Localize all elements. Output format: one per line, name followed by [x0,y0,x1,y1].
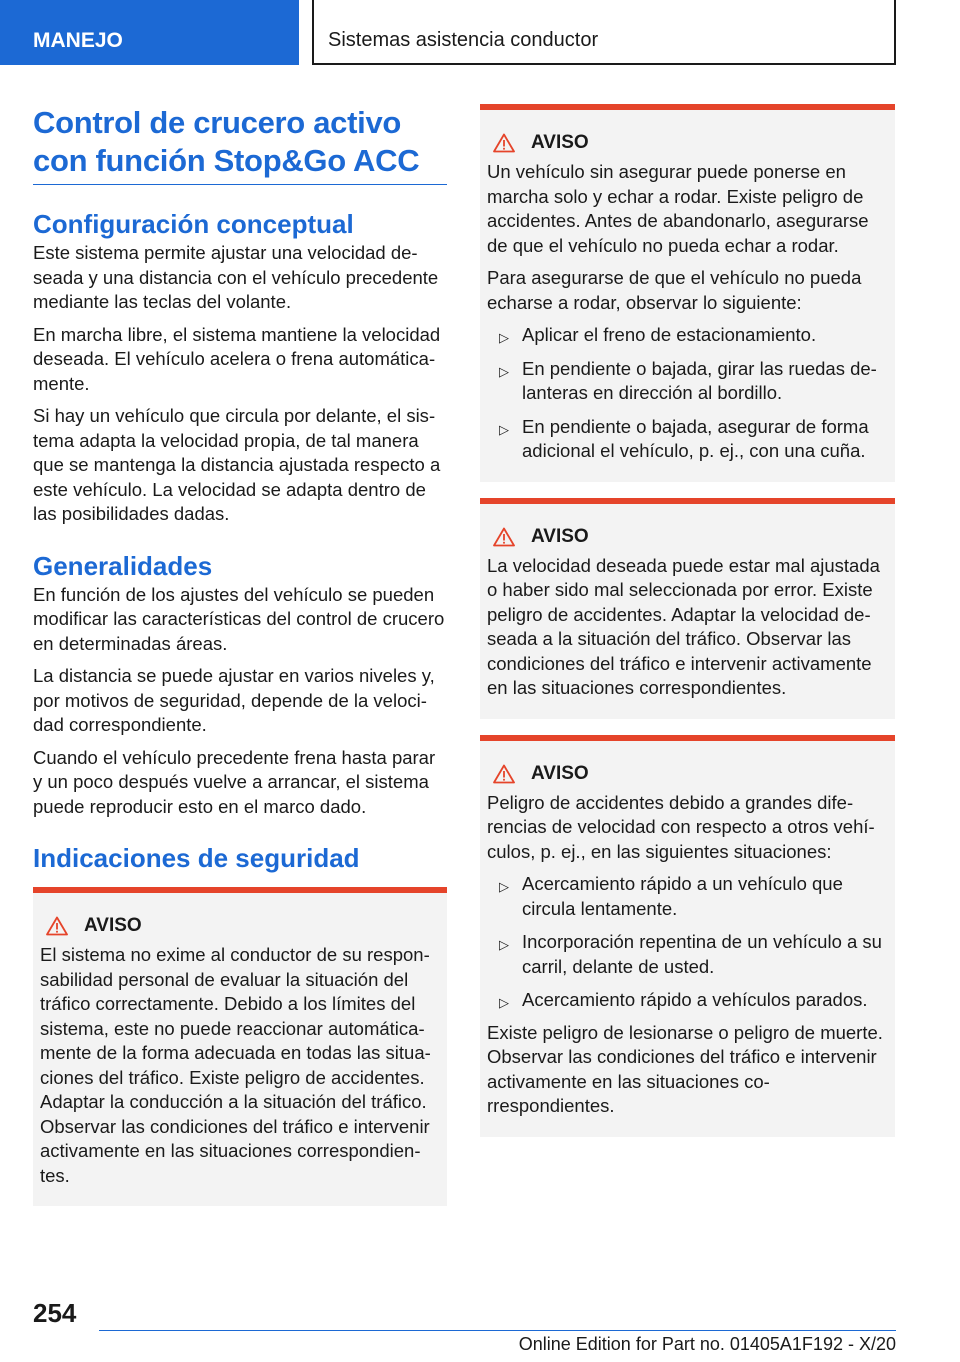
list-item-text: Acercamiento rápido a vehículos parados. [522,989,868,1010]
warning-text: Peligro de accidentes debido a grandes diferencias de velocidad con respecto a otros vehículos, p. ej., en las siguientes situaciones: [487,791,875,862]
warning-label: AVISO [531,525,589,547]
warning-text: La velocidad deseada puede estar mal ajustada o haber sido mal seleccionada por error. Existe peligro de accidentes. Adaptar la velocidad deseada a la situación del tráfico. Observar las condiciones del tráfico e intervenir activamente en las situaciones correspondientes. [487,554,880,698]
list-item [487,323,887,348]
warning-text: El sistema no exime al conductor de su responsabilidad personal de evaluar la situación del tráfico correctamente. Debido a los límites del sistema, este no puede reaccionar automáticamente de la forma adecuada en todas las situaciones del tráfico. Existe peligro de accidentes. Adaptar la conducción a la situación del tráfico. Observar las condiciones del tráfico e intervenir activamente en las situaciones correspondientes. [40,944,431,1186]
header-chapter-box [312,0,896,65]
triangle-right-icon: ▷ [499,363,509,379]
warning-header [40,913,439,939]
warning-box [480,498,895,719]
list-item-text: En pendiente o bajada, girar las ruedas delanteras en dirección al bordillo. [522,357,877,403]
warning-label: AVISO [531,762,589,784]
list-item-text: En pendiente o bajada, asegurar de forma adicional el vehículo, p. ej., con una cuña. [522,415,869,461]
header-chapter-label: Sistemas asistencia conductor [328,29,599,51]
page-title: Control de crucero activo con función Stop&Go ACC [33,104,447,185]
section-title-configuracion: Configuración conceptual [33,209,354,239]
right-column [480,104,895,1137]
warning-triangle-icon [46,916,68,936]
warning-header [487,130,887,156]
warning-header [487,761,887,787]
header-section-label: MANEJO [33,29,123,52]
footer-divider [99,1330,896,1331]
list-item [487,988,887,1013]
warning-box [480,104,895,482]
triangle-right-icon: ▷ [499,879,509,894]
list-item [487,415,887,464]
warning-box [480,735,895,1137]
warning-text: Un vehículo sin asegurar puede ponerse en marcha solo y echar a rodar. Existe peligro de accidentes. Antes de abandonarlo, asegurarse de que el vehículo no pueda echar a rodar. [487,161,869,256]
section-title-seguridad: Indicaciones de seguridad [33,843,360,873]
warning-label: AVISO [84,915,142,936]
paragraph: Cuando el vehículo precedente frena hasta parar y un poco después vuelve a arrancar, el sistema puede reproducir esto en el marco dado. [33,746,436,817]
bullet-list [487,323,887,464]
warning-box [33,887,447,1206]
bullet-list [487,872,887,1013]
list-item-text: Incorporación repentina de un vehículo a su carril, delante de usted. [522,931,882,977]
paragraph: La distancia se puede ajustar en varios niveles y, por motivos de seguridad, depende de la velocidad correspondiente. [33,665,435,735]
page-number: 254 [33,1298,77,1328]
warning-label: AVISO [531,132,589,153]
triangle-right-icon: ▷ [499,937,509,952]
warning-text: Existe peligro de lesionarse o peligro de muerte. Observar las condiciones del tráfico e intervenir activamente en las situaciones correspondientes. [487,1021,883,1116]
section-title-generalidades: Generalidades [33,550,213,581]
warning-triangle-icon [493,133,515,153]
paragraph: En función de los ajustes del vehículo se pueden modificar las características del control de crucero en determinadas áreas. [33,583,445,654]
triangle-right-icon: ▷ [499,995,509,1010]
warning-triangle-icon [493,764,515,784]
warning-triangle-icon [493,527,515,547]
list-item-text: Acercamiento rápido a un vehículo que circula lentamente. [522,873,843,919]
header-section-tab [0,0,299,65]
triangle-right-icon: ▷ [499,421,509,437]
footer-edition: Online Edition for Part no. 01405A1F192 - X/20 [518,1334,896,1354]
list-item [487,930,887,979]
left-column [33,104,447,1206]
list-item [487,357,887,406]
paragraph: Este sistema permite ajustar una velocidad deseada y una distancia con el vehículo precedente mediante las teclas del volante. [33,242,439,312]
paragraph: Si hay un vehículo que circula por delante, el sistema adapta la velocidad propia, de tal manera que se mantenga la distancia ajustada respecto a este vehículo. La velocidad se adapta dentro de las posibilidades dadas. [33,405,441,524]
paragraph: En marcha libre, el sistema mantiene la velocidad deseada. El vehículo acelera o frena automáticamente. [33,323,441,394]
triangle-right-icon: ▷ [499,330,509,345]
list-item [487,872,887,921]
warning-header [487,524,887,550]
list-item-text: Aplicar el freno de estacionamiento. [522,324,817,345]
warning-text: Para asegurarse de que el vehículo no pueda echarse a rodar, observar lo siguiente: [487,267,862,313]
